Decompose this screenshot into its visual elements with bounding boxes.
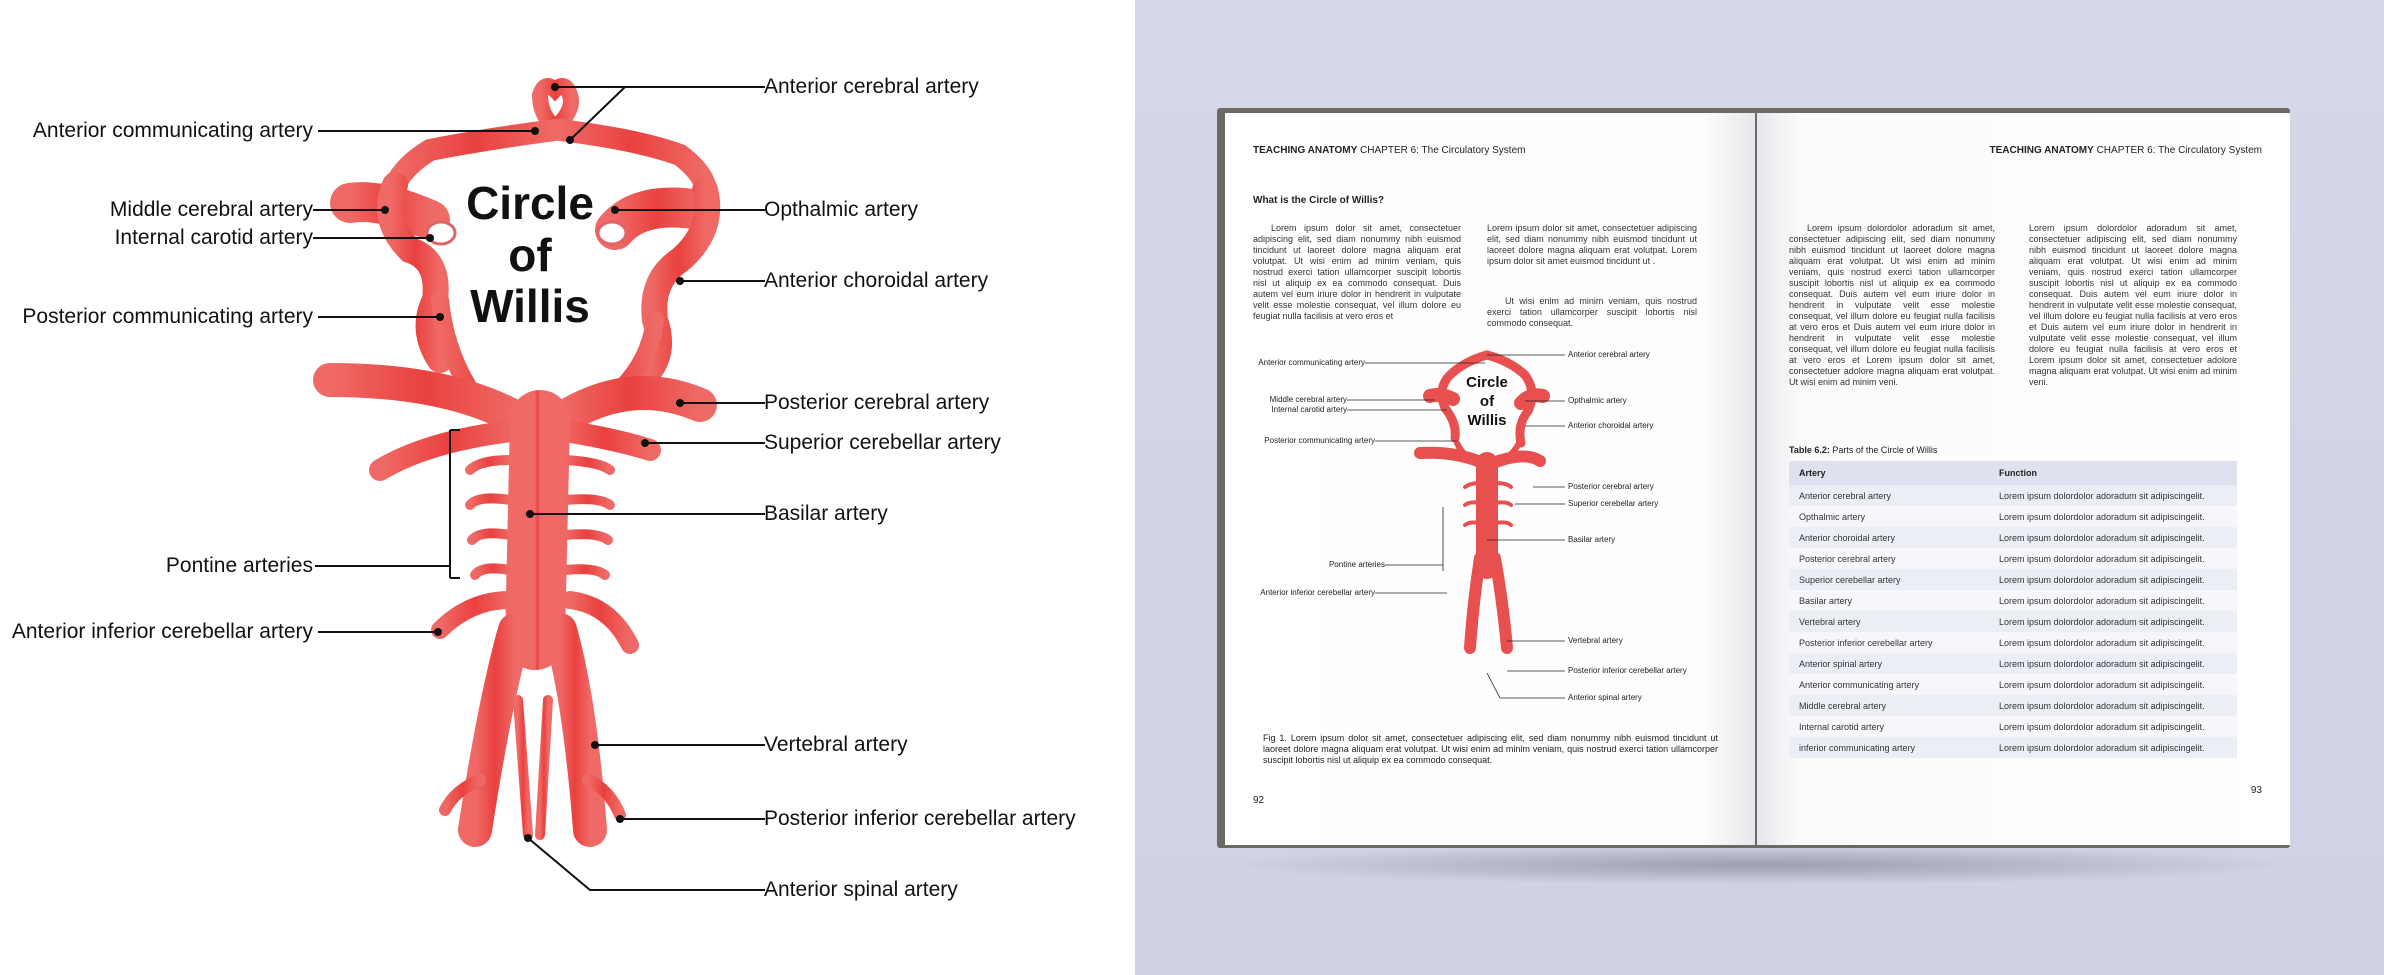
table-cell-function: Lorem ipsum dolordolor adoradum sit adipiscingelit. [1989, 632, 2237, 653]
figure-caption: Fig 1. Lorem ipsum dolor sit amet, consectetuer adipiscing elit, sed diam nonummy nibh euismod tincidunt ut laoreet dolore magna aliquam erat volutpat. Ut wisi enim ad minim veniam, quis nostrud exerci tation ullamcorper suscipit lobortis nisl ut aliquip ex ea commodo consequat. [1263, 733, 1718, 765]
mini-label-posterior-inferior-cerebellar: Posterior inferior cerebellar artery [1568, 666, 1687, 675]
label-anterior-choroidal: Anterior choroidal artery [764, 269, 989, 292]
label-posterior-cerebral: Posterior cerebral artery [764, 391, 990, 414]
label-basilar: Basilar artery [764, 502, 888, 525]
mini-title-line-1: Circle [1466, 374, 1508, 391]
table-cell-function: Lorem ipsum dolordolor adoradum sit adipiscingelit. [1989, 590, 2237, 611]
table-row [1789, 527, 2237, 548]
table-cell-function: Lorem ipsum dolordolor adoradum sit adipiscingelit. [1989, 653, 2237, 674]
table-cell-artery: Anterior cerebral artery [1789, 485, 1989, 506]
mini-label-basilar: Basilar artery [1568, 535, 1616, 544]
mini-label-anterior-cerebral: Anterior cerebral artery [1568, 350, 1650, 359]
table-row [1789, 632, 2237, 653]
table-row [1789, 506, 2237, 527]
left-page-column-2a: Lorem ipsum dolor sit amet, consectetuer adipiscing elit, sed diam nonummy nibh euismod tincidunt ut laoreet dolore magna aliquam erat volutpat. Lorem ipsum dolor sit amet euismod tincidunt ut . [1487, 223, 1697, 266]
table-row [1789, 485, 2237, 506]
mini-label-middle-cerebral: Middle cerebral artery [1269, 395, 1347, 404]
table-cell-artery: Basilar artery [1789, 590, 1989, 611]
table-cell-function: Lorem ipsum dolordolor adoradum sit adipiscingelit. [1989, 548, 2237, 569]
table-row [1789, 653, 2237, 674]
title-line-1: Circle [466, 177, 594, 229]
table-cell-artery: Opthalmic artery [1789, 506, 1989, 527]
table-row [1789, 590, 2237, 611]
table-cell-function: Lorem ipsum dolordolor adoradum sit adipiscingelit. [1989, 569, 2237, 590]
left-header-rest: CHAPTER 6: The Circulatory System [1360, 145, 1526, 156]
label-pontine: Pontine arteries [165, 554, 313, 577]
table-cell-function: Lorem ipsum dolordolor adoradum sit adipiscingelit. [1989, 737, 2237, 758]
right-page-header [1990, 145, 2262, 156]
table-cell-artery: Posterior cerebral artery [1789, 548, 1989, 569]
title-line-2: of [508, 228, 552, 281]
table-cell-function: Lorem ipsum dolordolor adoradum sit adipiscingelit. [1989, 674, 2237, 695]
right-header-rest: CHAPTER 6: The Circulatory System [2096, 145, 2262, 156]
mini-title-line-2: of [1479, 393, 1495, 410]
table-cell-artery: Vertebral artery [1789, 611, 1989, 632]
label-anterior-cerebral: Anterior cerebral artery [764, 75, 979, 98]
left-header-bold: TEACHING ANATOMY [1253, 145, 1358, 156]
table-caption-bold: Table 6.2: [1789, 445, 1830, 455]
mini-label-anterior-choroidal: Anterior choroidal artery [1568, 421, 1654, 430]
label-posterior-communicating: Posterior communicating artery [22, 305, 313, 328]
table-header-row [1789, 461, 2237, 485]
table-cell-artery: Internal carotid artery [1789, 716, 1989, 737]
mini-label-vertebral: Vertebral artery [1568, 636, 1623, 645]
open-book [1225, 113, 2290, 845]
mini-diagram-title [1457, 373, 1517, 430]
mini-label-internal-carotid: Internal carotid artery [1271, 405, 1347, 414]
table-row [1789, 611, 2237, 632]
label-posterior-inferior-cerebellar: Posterior inferior cerebellar artery [764, 807, 1076, 830]
label-opthalmic: Opthalmic artery [764, 198, 919, 221]
table-cell-function: Lorem ipsum dolordolor adoradum sit adipiscingelit. [1989, 485, 2237, 506]
circle-of-willis-diagram [0, 0, 1135, 975]
label-vertebral: Vertebral artery [764, 733, 908, 756]
right-page-column-2: Lorem ipsum dolordolor adoradum sit amet, consectetuer adipiscing elit, sed diam nonummy nibh euismod tincidunt ut laoreet dolore magna aliquam erat volutpat. Ut wisi enim ad minim veniam, quis nostrud exerci tation ullamcorper suscipit lobortis nisl ut aliquip ex ea commodo consequat. Duis autem vel eum iriure dolor in hendrerit in vulputate velit esse molestie consequat, vel illum dolore eu feugiat nulla facilisis at vero eros et Duis autem vel eum iriure dolor in hendrerit in vulputate velit esse molestie consequat, vel illum dolore eu feugiat nulla facilisis at vero eros et Lorem ipsum dolor sit amet, consectetuer adolore magna aliquam erat volutpat. Ut wisi enim ad minim veni. [2029, 223, 2237, 387]
mini-label-posterior-communicating: Posterior communicating artery [1264, 436, 1375, 445]
left-page-number: 92 [1253, 795, 1265, 806]
table-cell-artery: Middle cerebral artery [1789, 695, 1989, 716]
diagram-title [455, 178, 605, 333]
mini-label-anterior-communicating: Anterior communicating artery [1258, 358, 1365, 367]
table-cell-artery: inferior communicating artery [1789, 737, 1989, 758]
table-cell-artery: Anterior choroidal artery [1789, 527, 1989, 548]
mini-label-pontine: Pontine arteries [1328, 560, 1385, 569]
left-page-column-1: Lorem ipsum dolor sit amet, consectetuer adipiscing elit, sed diam nonummy nibh euismod tincidunt ut laoreet dolore magna aliquam erat volutpat. Ut wisi enim ad minim veniam, quis nostrud exerci tation ullamcorper suscipit lobortis nisl ut aliquip ex ea commodo consequat. Duis autem vel eum iriure dolor in hendrerit in vulputate velit esse molestie consequat, vel illum dolore eu feugiat nulla facilisis at vero eros et [1253, 223, 1461, 321]
mini-label-anterior-inferior-cerebellar: Anterior inferior cerebellar artery [1260, 588, 1375, 597]
table-header-artery: Artery [1789, 461, 1989, 485]
table-caption-rest: Parts of the Circle of Willis [1832, 445, 1938, 455]
section-heading: What is the Circle of Willis? [1253, 195, 1385, 206]
label-internal-carotid: Internal carotid artery [114, 226, 313, 249]
table-cell-artery: Superior cerebellar artery [1789, 569, 1989, 590]
table-header-function: Function [1989, 461, 2237, 485]
table-cell-function: Lorem ipsum dolordolor adoradum sit adipiscingelit. [1989, 716, 2237, 737]
table-row [1789, 716, 2237, 737]
table-caption [1789, 445, 1937, 455]
table-row [1789, 737, 2237, 758]
mini-title-line-3: Willis [1467, 412, 1507, 429]
table-row [1789, 569, 2237, 590]
table-cell-function: Lorem ipsum dolordolor adoradum sit adipiscingelit. [1989, 695, 2237, 716]
mini-label-opthalmic: Opthalmic artery [1568, 396, 1627, 405]
mini-label-posterior-cerebral: Posterior cerebral artery [1568, 482, 1654, 491]
label-anterior-communicating: Anterior communicating artery [32, 119, 313, 142]
label-superior-cerebellar: Superior cerebellar artery [764, 431, 1001, 454]
mini-label-superior-cerebellar: Superior cerebellar artery [1568, 499, 1659, 508]
mini-label-anterior-spinal: Anterior spinal artery [1568, 693, 1642, 702]
table-row [1789, 674, 2237, 695]
table-cell-function: Lorem ipsum dolordolor adoradum sit adipiscingelit. [1989, 611, 2237, 632]
book-shadow [1220, 845, 2300, 885]
right-page-column-1: Lorem ipsum dolordolor adoradum sit amet, consectetuer adipiscing elit, sed diam nonummy nibh euismod tincidunt ut laoreet dolore magna aliquam erat volutpat. Ut wisi enim ad minim veniam, quis nostrud exerci tation ullamcorper suscipit lobortis nisl ut aliquip ex ea commodo consequat. Duis autem vel eum iriure dolor in hendrerit in vulputate velit esse molestie consequat, vel illum dolore eu feugiat nulla facilisis at vero eros et Duis autem vel eum iriure dolor in hendrerit in vulputate velit esse molestie consequat, vel illum dolore eu feugiat nulla facilisis at vero eros et Lorem ipsum dolor sit amet, consectetuer adolore magna aliquam erat volutpat. Ut wisi enim ad minim veni. [1789, 223, 1995, 387]
right-page-number: 93 [2250, 785, 2262, 796]
right-page [1757, 113, 2290, 845]
table-cell-artery: Anterior spinal artery [1789, 653, 1989, 674]
arteries-table [1789, 461, 2237, 758]
table-row [1789, 548, 2237, 569]
title-line-3: Willis [470, 280, 590, 333]
label-anterior-spinal: Anterior spinal artery [764, 878, 958, 901]
table-cell-function: Lorem ipsum dolordolor adoradum sit adipiscingelit. [1989, 527, 2237, 548]
table-row [1789, 695, 2237, 716]
table-cell-artery: Posterior inferior cerebellar artery [1789, 632, 1989, 653]
right-header-bold: TEACHING ANATOMY [1989, 145, 2094, 156]
label-anterior-inferior-cerebellar: Anterior inferior cerebellar artery [11, 620, 313, 643]
table-cell-function: Lorem ipsum dolordolor adoradum sit adipiscingelit. [1989, 506, 2237, 527]
table-cell-artery: Anterior communicating artery [1789, 674, 1989, 695]
left-page [1225, 113, 1755, 845]
label-middle-cerebral: Middle cerebral artery [109, 198, 313, 221]
left-page-column-2b: Ut wisi enim ad minim veniam, quis nostrud exerci tation ullamcorper suscipit lobortis nisl commodo consequat. [1487, 296, 1697, 328]
